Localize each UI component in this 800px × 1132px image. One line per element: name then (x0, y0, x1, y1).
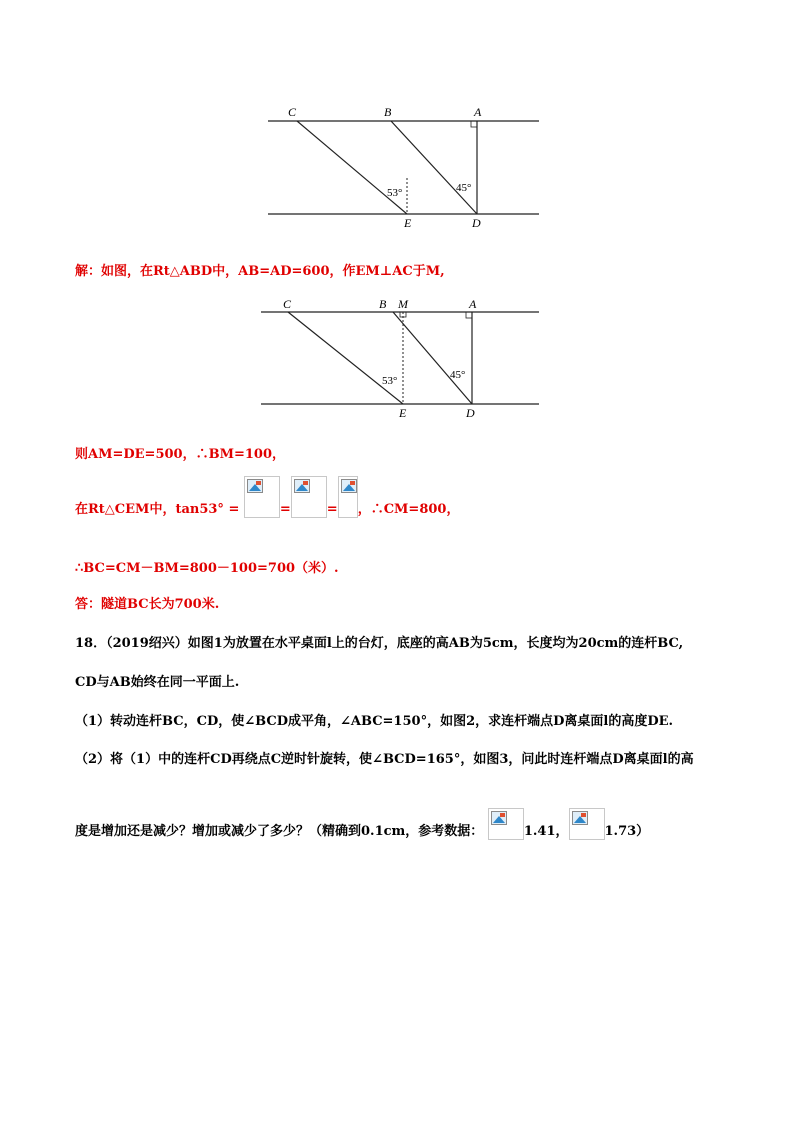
equals-1: = (279, 502, 291, 517)
fig2-label-d: D (466, 406, 475, 420)
problem-18-part-2-line-2 (75, 808, 649, 840)
problem-18-line-2: CD与AB始终在同一平面上. (75, 675, 240, 690)
part-2-prefix: 度是增加还是减少？增加或减少了多少？（精确到0.1cm，参考数据： (75, 824, 484, 839)
fig1-label-e: E (404, 216, 412, 230)
fig2-angle-53: 53° (382, 375, 398, 387)
broken-image-fraction-1 (244, 476, 280, 518)
solution-bc-line: ∴BC=CM－BM=800－100=700（米）. (75, 561, 339, 576)
cm-result: ，∴CM=800， (357, 502, 460, 517)
reference-value-1: 1.41， (523, 824, 569, 839)
problem-18-part-2-line-1: （2）将（1）中的连杆CD再绕点C逆时针旋转，使∠BCD=165°，如图3，问此时连杆端点D离桌面l的高 (75, 752, 694, 767)
fig2-angle-45: 45° (450, 369, 466, 381)
broken-image-fraction-2 (291, 476, 327, 518)
fig1-label-c: C (288, 105, 297, 119)
problem-18-line-1: 18．（2019绍兴）如图1为放置在水平桌面l上的台灯，底座的高AB为5cm，长度均为20cm的连杆BC, (75, 636, 684, 651)
broken-image-icon (341, 479, 357, 493)
fig2-label-m: M (398, 297, 408, 311)
fig1-angle-53: 53° (387, 187, 403, 199)
fig2-label-c: C (283, 297, 292, 311)
solution-am-line: 则AM=DE=500，∴BM=100， (75, 447, 285, 462)
equals-2: = (326, 502, 338, 517)
broken-image-icon (247, 479, 263, 493)
broken-image-icon (572, 811, 588, 825)
figure-1 (266, 100, 546, 235)
fig1-label-b: B (384, 105, 392, 119)
fig1-label-d: D (472, 216, 481, 230)
broken-image-icon (294, 479, 310, 493)
broken-image-sqrt2 (488, 808, 524, 840)
fig1-angle-45: 45° (456, 182, 472, 194)
broken-image-icon (491, 811, 507, 825)
tan-prefix: 在Rt△CEM中，tan53° = (75, 502, 240, 517)
fig2-label-a: A (469, 297, 477, 311)
solution-tan-line (75, 476, 459, 518)
fig2-label-e: E (399, 406, 407, 420)
reference-value-2: 1.73） (604, 824, 650, 839)
solution-answer: 答：隧道BC长为700米. (75, 597, 220, 612)
broken-image-sqrt3 (569, 808, 605, 840)
problem-18-part-1: （1）转动连杆BC，CD，使∠BCD成平角，∠ABC=150°，如图2，求连杆端点D离桌面l的高度DE. (75, 714, 674, 729)
solution-intro: 解：如图，在Rt△ABD中，AB=AD=600，作EM⊥AC于M, (75, 264, 445, 279)
broken-image-fraction-3 (338, 476, 358, 518)
fig1-label-a: A (474, 105, 482, 119)
figure-2 (258, 292, 548, 427)
fig2-label-b: B (379, 297, 387, 311)
